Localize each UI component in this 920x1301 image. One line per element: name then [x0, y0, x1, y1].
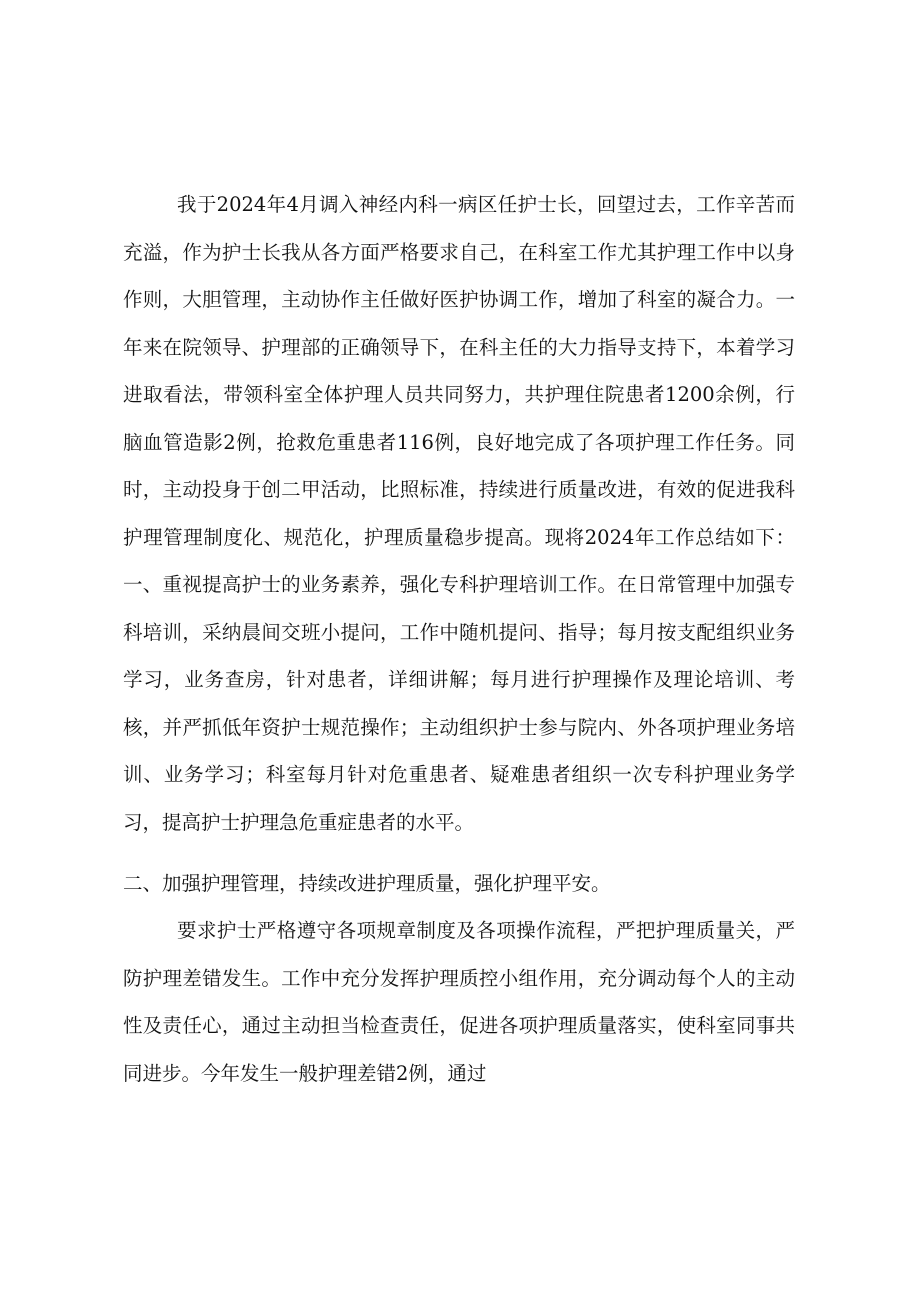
paragraph-2-block	[123, 907, 795, 1097]
section-2-block	[123, 860, 795, 908]
paragraph-1-block	[123, 181, 795, 846]
paragraph-2: 要求护士严格遵守各项规章制度及各项操作流程，严把护理质量关，严防护理差错发生。工作中充分发挥护理质控小组作用，充分调动每个人的主动性及责任心，通过主动担当检查责任，促进各项护理质量落实，使科室同事共同进步。今年发生一般护理差错2例，通过	[123, 919, 795, 1085]
paragraph-1: 我于2024年4月调入神经内科一病区任护士长，回望过去，工作辛苦而充溢，作为护士长我从各方面严格要求自己，在科室工作尤其护理工作中以身作则，大胆管理，主动协作主任做好医护协调工作，增加了科室的凝合力。一年来在院领导、护理部的正确领导下，在科主任的大力指导支持下，本着学习进取看法，带领科室全体护理人员共同努力，共护理住院患者1200余例，行脑血管造影2例，抢救危重患者116例，良好地完成了各项护理工作任务。同时，主动投身于创二甲活动，比照标准，持续进行质量改进，有效的促进我科护理管理制度化、规范化，护理质量稳步提高。现将2024年工作总结如下：一、重视提高护士的业务素养，强化专科护理培训工作。在日常管理中加强专科培训，采纳晨间交班小提问，工作中随机提问、指导；每月按支配组织业务学习，业务查房，针对患者，详细讲解；每月进行护理操作及理论培训、考核，并严抓低年资护士规范操作；主动组织护士参与院内、外各项护理业务培训、业务学习；科室每月针对危重患者、疑难患者组织一次专科护理业务学习，提高护士护理急危重症患者的水平。	[123, 193, 795, 834]
section-2-heading: 二、加强护理管理，持续改进护理质量，强化护理平安。	[123, 872, 611, 895]
